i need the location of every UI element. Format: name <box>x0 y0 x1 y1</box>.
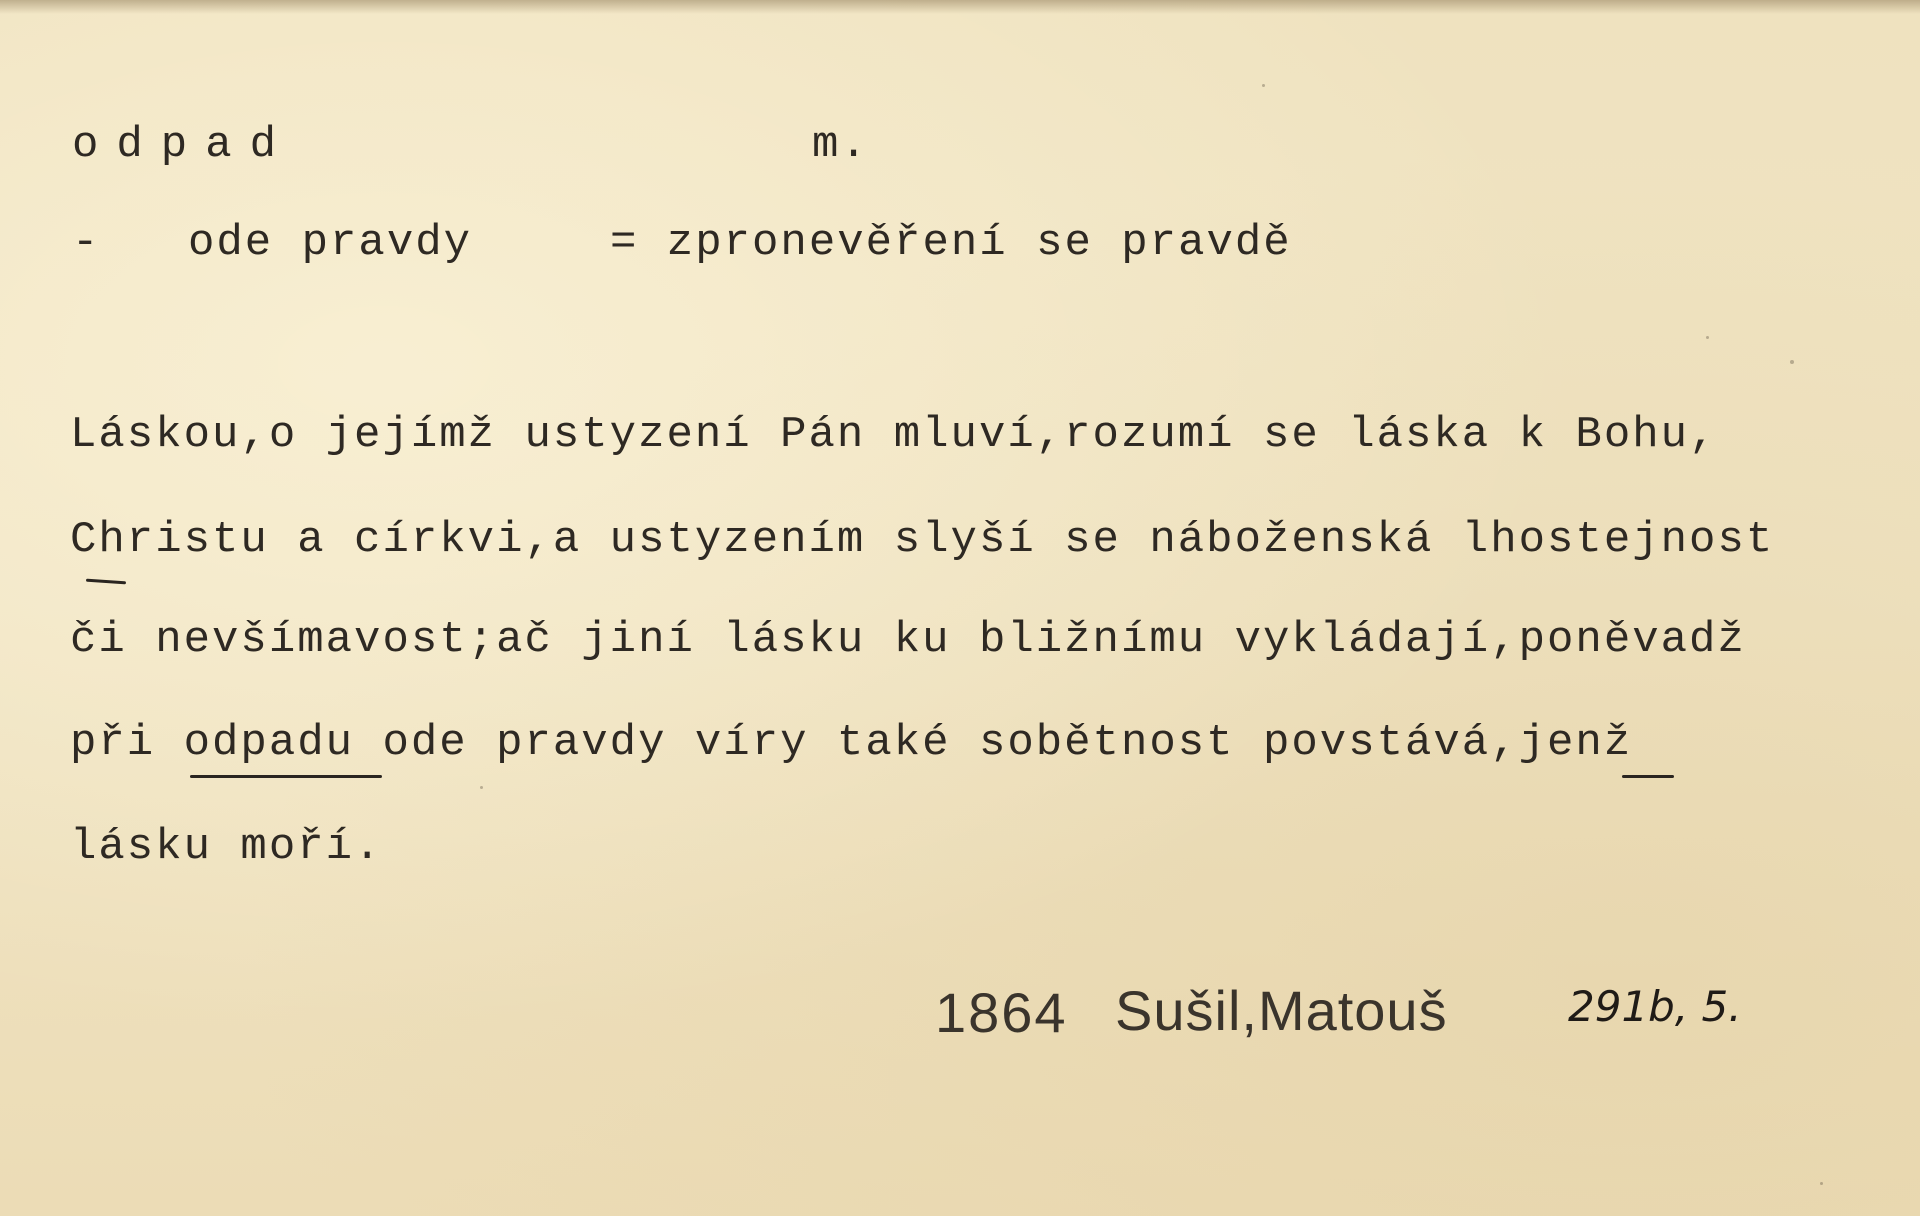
quotation-line: při odpadu ode pravdy víry také sobětnost povstává,jenž <box>70 718 1633 768</box>
collocation-phrase: ode pravdy <box>188 218 473 268</box>
paper-speck <box>1820 1182 1823 1185</box>
handwritten-underline-mark <box>86 579 126 585</box>
grammatical-gender: m. <box>812 120 869 170</box>
handwritten-underline-mark <box>1622 775 1674 778</box>
paper-speck <box>480 786 483 789</box>
card-top-edge <box>0 0 1920 14</box>
quotation-line: či nevšímavost;ač jiní lásku ku bližnímu vykládají,poněvadž <box>70 615 1746 665</box>
paper-speck <box>1706 336 1709 339</box>
quotation-line: lásku moří. <box>70 822 383 872</box>
source-year: 1864 <box>935 981 1068 1044</box>
paper-speck <box>1790 360 1794 364</box>
source-author: Sušil,Matouš <box>1115 979 1448 1042</box>
headword-underline <box>190 775 382 778</box>
headword: odpad <box>72 120 295 170</box>
paper-speck <box>1262 84 1265 87</box>
source-reference-handwritten: 291b, 5. <box>1568 982 1742 1031</box>
quotation-line: Láskou,o jejímž ustyzení Pán mluví,rozumí se láska k Bohu, <box>70 410 1718 460</box>
quotation-line: Christu a církvi,a ustyzením slyší se náboženská lhostejnost <box>70 515 1775 565</box>
definition: = zpronevěření se pravdě <box>610 218 1292 268</box>
sense-dash: - <box>72 218 101 268</box>
